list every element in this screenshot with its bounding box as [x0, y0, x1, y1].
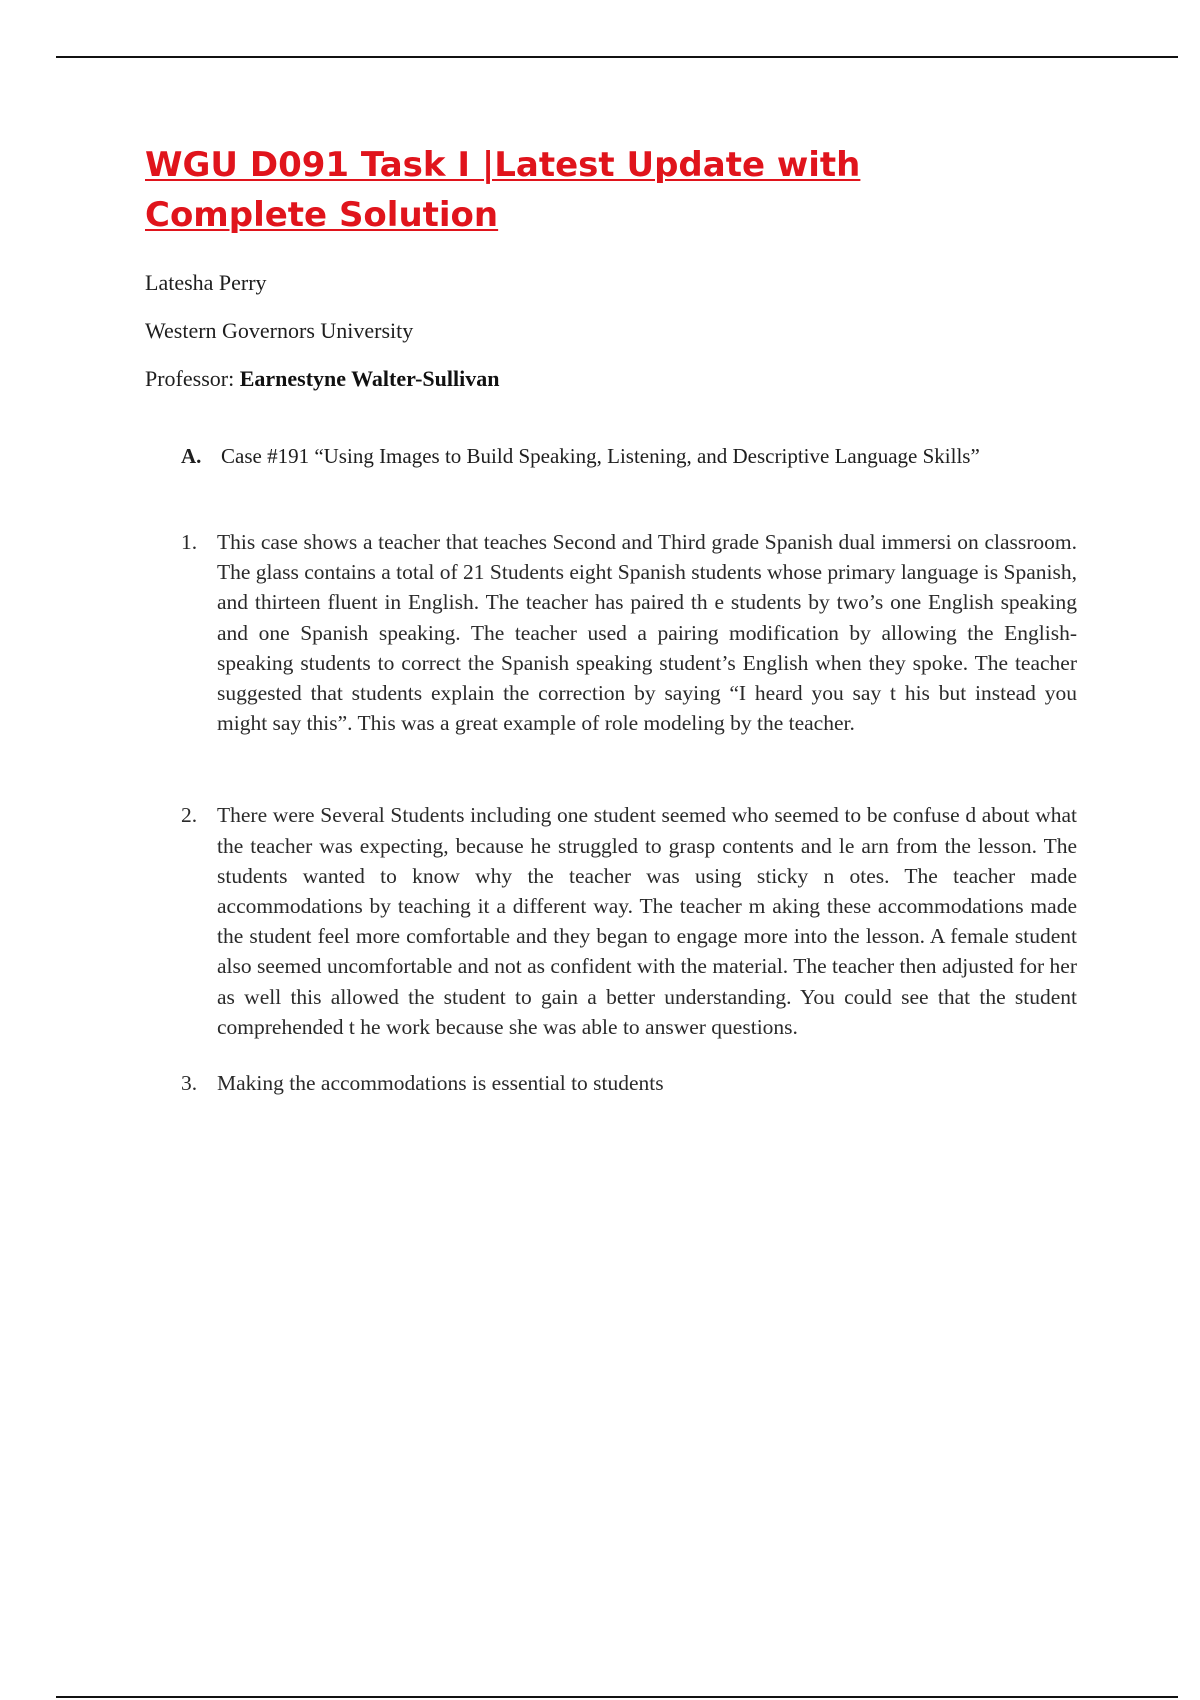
document-page: [145, 140, 1085, 1098]
professor-name: Earnestyne Walter-Sullivan: [239, 366, 500, 391]
section-letter: A.: [181, 444, 202, 468]
list-item-number: 1.: [181, 530, 198, 554]
list-item: [181, 527, 1085, 738]
professor-line: [145, 366, 1085, 392]
list-item-text: This case shows a teacher that teaches Second and Third grade Spanish dual immersi on classroom. The glass contains a total of 21 Students eight Spanish students whose primary language is Spanish, and thirteen fluent in English. The teacher has paired th e students by two’s one English speaking and one Spanish speaking. The teacher used a pairing modification by allowing the English- speaking students to correct the Spanish speaking student’s English when they spoke. The teacher suggested that students explain the correction by saying “I heard you say t his but instead you might say this”. This was a great example of role modeling by the teacher.: [217, 530, 1077, 736]
top-page-rule: [56, 56, 1178, 58]
professor-label: Professor:: [145, 366, 240, 391]
institution-name: Western Governors University: [145, 318, 414, 343]
answer-list: [145, 527, 1085, 1098]
list-item-text: There were Several Students including one student seemed who seemed to be confuse d about what the teacher was expecting, because he struggled to grasp contents and le arn from the lesson. The students wanted to know why the teacher was using sticky n otes. The teacher made accommodations by teaching it a different way. The teacher m aking these accommodations made the student feel more comfortable and they began to engage more into the lesson. A female student also seemed uncomfortable and not as confident with the material. The teacher then adjusted for her as well this allowed the student to gain a better understanding. You could see that the student comprehended t he work because she was able to answer questions.: [217, 803, 1077, 1039]
list-item-number: 3.: [181, 1071, 198, 1096]
document-title[interactable]: WGU D091 Task I |Latest Update with Complete Solution: [145, 145, 861, 235]
section-heading-text: Case #191 “Using Images to Build Speaking, Listening, and Descriptive Language Skills”: [221, 444, 980, 468]
author-name: Latesha Perry: [145, 270, 267, 295]
section-heading: [181, 444, 1085, 469]
list-item: [181, 1068, 1085, 1098]
list-item: [181, 800, 1085, 1042]
list-item-text: Making the accommodations is essential to students: [217, 1071, 664, 1096]
list-item-number: 2.: [181, 803, 198, 828]
bottom-page-rule: [56, 1696, 1178, 1698]
